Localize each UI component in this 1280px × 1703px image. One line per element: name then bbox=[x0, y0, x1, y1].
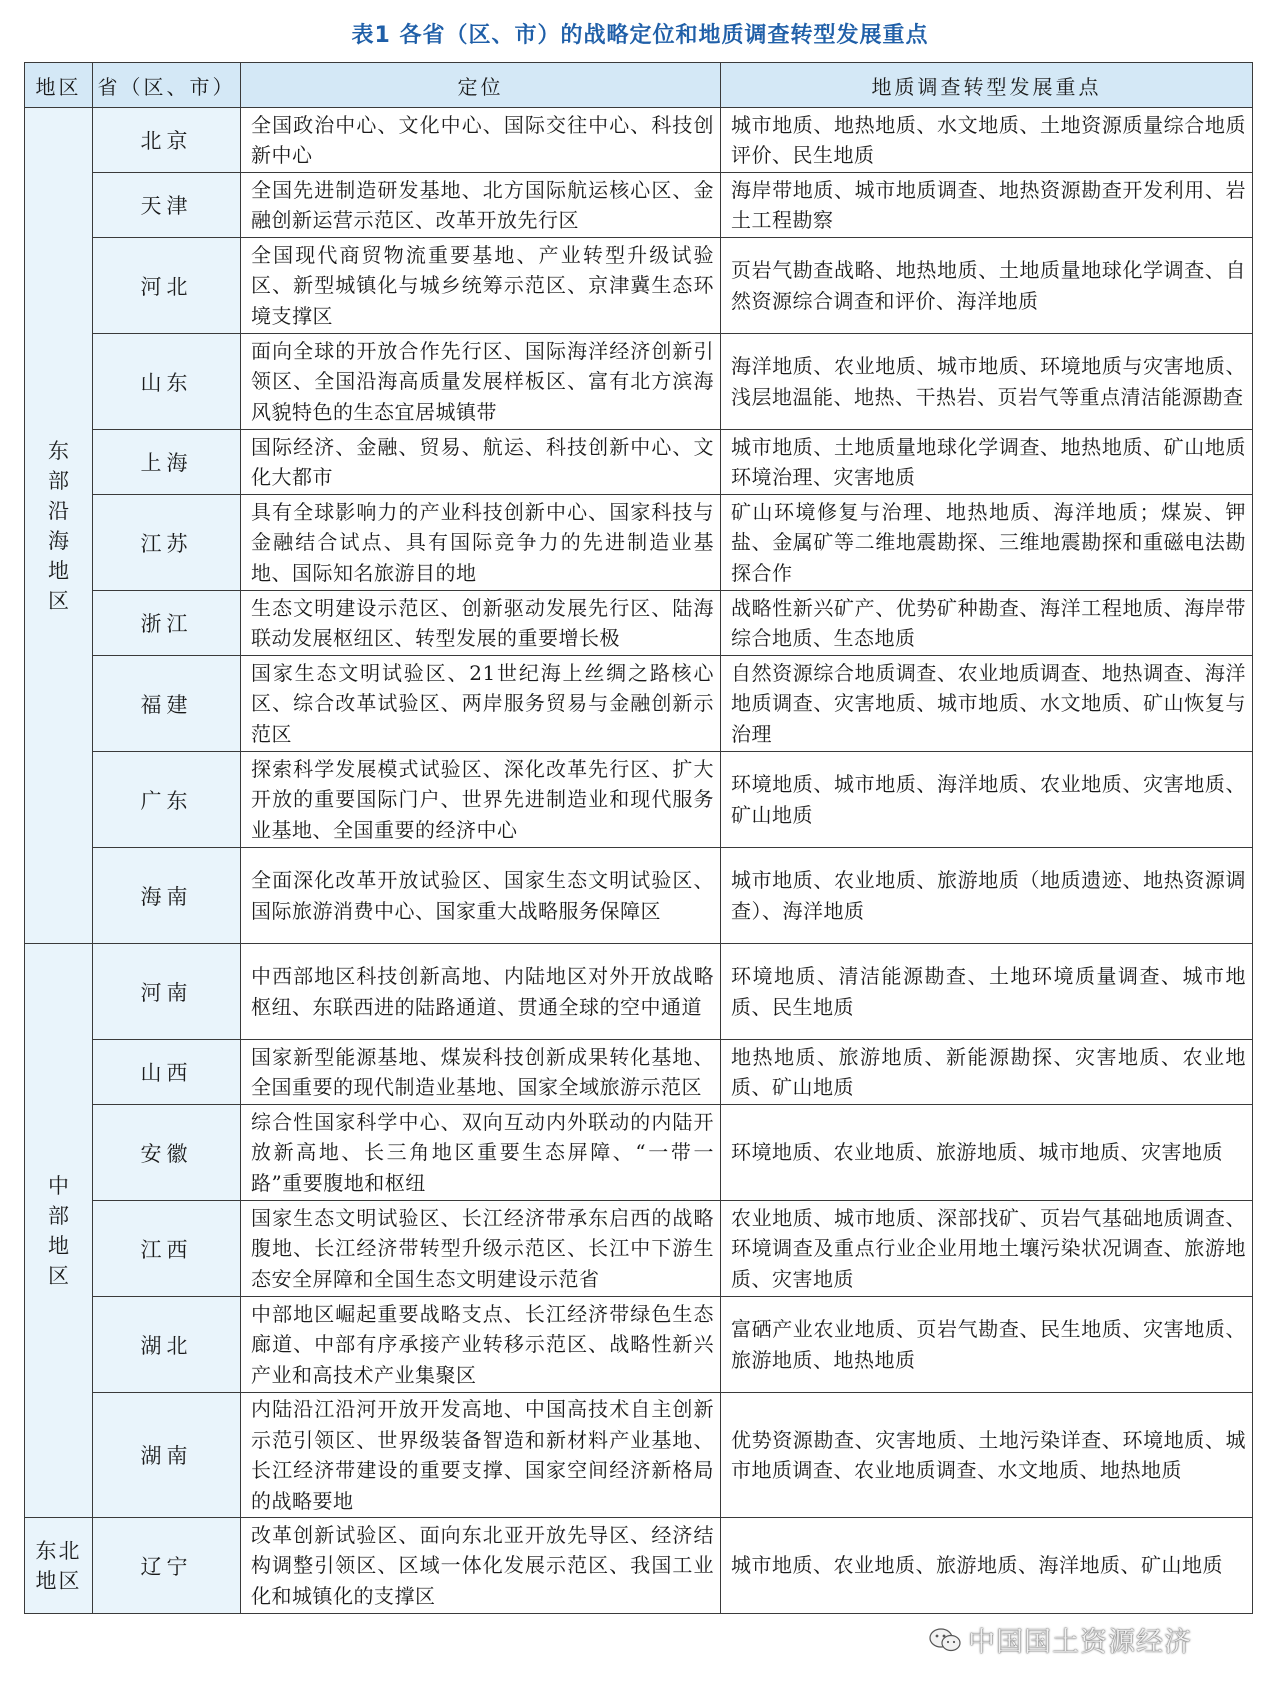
table-row bbox=[25, 591, 1253, 656]
table-row bbox=[25, 173, 1253, 238]
focus-cell: 地热地质、旅游地质、新能源勘探、灾害地质、农业地质、矿山地质 bbox=[721, 1040, 1253, 1105]
table-row bbox=[25, 1040, 1253, 1105]
province-cell: 广东 bbox=[93, 752, 241, 848]
focus-cell: 环境地质、农业地质、旅游地质、城市地质、灾害地质 bbox=[721, 1105, 1253, 1201]
focus-cell: 战略性新兴矿产、优势矿种勘查、海洋工程地质、海岸带综合地质、生态地质 bbox=[721, 591, 1253, 656]
header-positioning: 定位 bbox=[241, 63, 721, 108]
focus-cell: 环境地质、清洁能源勘查、土地环境质量调查、城市地质、民生地质 bbox=[721, 944, 1253, 1040]
focus-cell: 富硒产业农业地质、页岩气勘查、民生地质、灾害地质、旅游地质、地热地质 bbox=[721, 1297, 1253, 1393]
watermark-text: 中国国土资源经济 bbox=[968, 1627, 1192, 1658]
positioning-cell: 生态文明建设示范区、创新驱动发展先行区、陆海联动发展枢纽区、转型发展的重要增长极 bbox=[241, 591, 721, 656]
positioning-cell: 全国先进制造研发基地、北方国际航运核心区、金融创新运营示范区、改革开放先行区 bbox=[241, 173, 721, 238]
table-row bbox=[25, 656, 1253, 752]
positioning-cell: 全国政治中心、文化中心、国际交往中心、科技创新中心 bbox=[241, 108, 721, 173]
focus-cell: 城市地质、农业地质、旅游地质、海洋地质、矿山地质 bbox=[721, 1518, 1253, 1614]
watermark bbox=[928, 1620, 1192, 1659]
focus-cell: 海洋地质、农业地质、城市地质、环境地质与灾害地质、浅层地温能、地热、干热岩、页岩气等重点清洁能源勘查 bbox=[721, 334, 1253, 430]
table-row bbox=[25, 1201, 1253, 1297]
region-label: 东北地区 bbox=[35, 1538, 82, 1593]
positioning-cell: 探索科学发展模式试验区、深化改革先行区、扩大开放的重要国际门户、世界先进制造业和现代服务业基地、全国重要的经济中心 bbox=[241, 752, 721, 848]
header-focus: 地质调查转型发展重点 bbox=[721, 63, 1253, 108]
focus-cell: 城市地质、农业地质、旅游地质（地质遗迹、地热资源调查）、海洋地质 bbox=[721, 848, 1253, 944]
positioning-cell: 全国现代商贸物流重要基地、产业转型升级试验区、新型城镇化与城乡统筹示范区、京津冀生态环境支撑区 bbox=[241, 238, 721, 334]
positioning-cell: 内陆沿江沿河开放开发高地、中国高技术自主创新示范引领区、世界级装备智造和新材料产业基地、长江经济带建设的重要支撑、国家空间经济新格局的战略要地 bbox=[241, 1393, 721, 1518]
focus-cell: 页岩气勘查战略、地热地质、土地质量地球化学调查、自然资源综合调查和评价、海洋地质 bbox=[721, 238, 1253, 334]
positioning-cell: 中西部地区科技创新高地、内陆地区对外开放战略枢纽、东联西进的陆路通道、贯通全球的空中通道 bbox=[241, 944, 721, 1040]
table-row bbox=[25, 848, 1253, 944]
wechat-icon bbox=[928, 1627, 962, 1653]
focus-cell: 矿山环境修复与治理、地热地质、海洋地质；煤炭、钾盐、金属矿等二维地震勘探、三维地震勘探和重磁电法勘探合作 bbox=[721, 495, 1253, 591]
table-title: 表1 各省（区、市）的战略定位和地质调查转型发展重点 bbox=[351, 23, 929, 48]
province-cell: 海南 bbox=[93, 848, 241, 944]
region-cell bbox=[25, 108, 93, 944]
province-cell: 上海 bbox=[93, 430, 241, 495]
table-row bbox=[25, 334, 1253, 430]
province-cell: 浙江 bbox=[93, 591, 241, 656]
province-cell: 湖南 bbox=[93, 1393, 241, 1518]
focus-cell: 农业地质、城市地质、深部找矿、页岩气基础地质调查、环境调查及重点行业企业用地土壤污染状况调查、旅游地质、灾害地质 bbox=[721, 1201, 1253, 1297]
province-cell: 辽宁 bbox=[93, 1518, 241, 1614]
province-cell: 安徽 bbox=[93, 1105, 241, 1201]
province-cell: 天津 bbox=[93, 173, 241, 238]
header-region: 地区 bbox=[25, 63, 93, 108]
strategy-table bbox=[24, 62, 1253, 1614]
positioning-cell: 具有全球影响力的产业科技创新中心、国家科技与金融结合试点、具有国际竞争力的先进制造业基地、国际知名旅游目的地 bbox=[241, 495, 721, 591]
region-label: 中部地区 bbox=[48, 1173, 69, 1288]
province-cell: 江西 bbox=[93, 1201, 241, 1297]
header-province: 省（区、市） bbox=[93, 63, 241, 108]
table-row bbox=[25, 752, 1253, 848]
positioning-cell: 中部地区崛起重要战略支点、长江经济带绿色生态廊道、中部有序承接产业转移示范区、战略性新兴产业和高技术产业集聚区 bbox=[241, 1297, 721, 1393]
focus-cell: 环境地质、城市地质、海洋地质、农业地质、灾害地质、矿山地质 bbox=[721, 752, 1253, 848]
province-cell: 山西 bbox=[93, 1040, 241, 1105]
positioning-cell: 国家生态文明试验区、21世纪海上丝绸之路核心区、综合改革试验区、两岸服务贸易与金融创新示范区 bbox=[241, 656, 721, 752]
focus-cell: 海岸带地质、城市地质调查、地热资源勘查开发利用、岩土工程勘察 bbox=[721, 173, 1253, 238]
focus-cell: 自然资源综合地质调查、农业地质调查、地热调查、海洋地质调查、灾害地质、城市地质、水文地质、矿山恢复与治理 bbox=[721, 656, 1253, 752]
province-cell: 河南 bbox=[93, 944, 241, 1040]
focus-cell: 城市地质、地热地质、水文地质、土地资源质量综合地质评价、民生地质 bbox=[721, 108, 1253, 173]
focus-cell: 城市地质、土地质量地球化学调查、地热地质、矿山地质环境治理、灾害地质 bbox=[721, 430, 1253, 495]
region-cell bbox=[25, 1518, 93, 1614]
positioning-cell: 综合性国家科学中心、双向互动内外联动的内陆开放新高地、长三角地区重要生态屏障、“一带一路”重要腹地和枢纽 bbox=[241, 1105, 721, 1201]
positioning-cell: 国家生态文明试验区、长江经济带承东启西的战略腹地、长江经济带转型升级示范区、长江中下游生态安全屏障和全国生态文明建设示范省 bbox=[241, 1201, 721, 1297]
province-cell: 河北 bbox=[93, 238, 241, 334]
table-row bbox=[25, 1297, 1253, 1393]
province-cell: 江苏 bbox=[93, 495, 241, 591]
positioning-cell: 改革创新试验区、面向东北亚开放先导区、经济结构调整引领区、区域一体化发展示范区、我国工业化和城镇化的支撑区 bbox=[241, 1518, 721, 1614]
table-row bbox=[25, 944, 1253, 1040]
region-label: 东部沿海地区 bbox=[48, 438, 69, 613]
region-cell bbox=[25, 944, 93, 1518]
table-row bbox=[25, 108, 1253, 173]
table-row bbox=[25, 1105, 1253, 1201]
table-row bbox=[25, 430, 1253, 495]
positioning-cell: 国家新型能源基地、煤炭科技创新成果转化基地、全国重要的现代制造业基地、国家全域旅游示范区 bbox=[241, 1040, 721, 1105]
province-cell: 湖北 bbox=[93, 1297, 241, 1393]
focus-cell: 优势资源勘查、灾害地质、土地污染详查、环境地质、城市地质调查、农业地质调查、水文地质、地热地质 bbox=[721, 1393, 1253, 1518]
table-row bbox=[25, 495, 1253, 591]
table-row bbox=[25, 1393, 1253, 1518]
province-cell: 北京 bbox=[93, 108, 241, 173]
province-cell: 山东 bbox=[93, 334, 241, 430]
positioning-cell: 全面深化改革开放试验区、国家生态文明试验区、国际旅游消费中心、国家重大战略服务保障区 bbox=[241, 848, 721, 944]
positioning-cell: 面向全球的开放合作先行区、国际海洋经济创新引领区、全国沿海高质量发展样板区、富有北方滨海风貌特色的生态宜居城镇带 bbox=[241, 334, 721, 430]
header-row bbox=[25, 63, 1253, 108]
positioning-cell: 国际经济、金融、贸易、航运、科技创新中心、文化大都市 bbox=[241, 430, 721, 495]
province-cell: 福建 bbox=[93, 656, 241, 752]
table-row bbox=[25, 238, 1253, 334]
table-row bbox=[25, 1518, 1253, 1614]
